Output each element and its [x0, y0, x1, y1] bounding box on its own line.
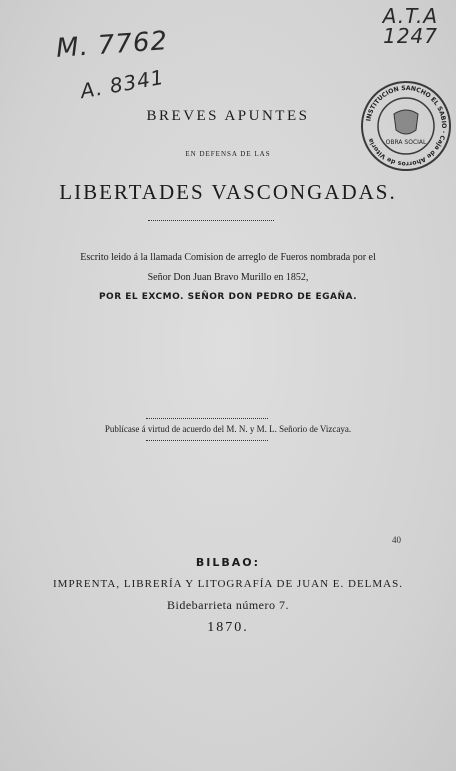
imprint-year: 1870. — [207, 620, 249, 635]
imprint-printer: IMPRENTA, LIBRERÍA Y LITOGRAFÍA DE JUAN E. DELMAS. — [53, 578, 403, 590]
imprint-city: BILBAO: — [195, 556, 261, 569]
handwritten-shelf-code: A.T.A — [382, 4, 438, 28]
handwritten-shelf-mark — [348, 6, 438, 46]
title-line-1: BREVES APUNTES — [146, 108, 310, 124]
divider — [146, 440, 268, 441]
body-line-2: Señor Don Juan Bravo Murillo en 1852, — [147, 272, 309, 283]
stamp-center-text: OBRA SOCIAL — [385, 139, 427, 146]
handwritten-call-number: M. 7762 — [55, 26, 170, 64]
shelfmark-label: 40 — [392, 535, 401, 545]
stamp-ring-text: INSTITUCION SANCHO EL SABIO · Caja de Ahorros de Vitoria — [365, 84, 448, 168]
publication-notice: Publícase á virtud de acuerdo del M. N. y M. L. Señorio de Vizcaya. — [104, 424, 352, 434]
imprint-address: Bidebarrieta número 7. — [167, 598, 289, 612]
handwritten-accession-number: A. 8341 — [78, 64, 167, 104]
divider — [148, 220, 274, 221]
divider — [146, 418, 268, 419]
title-line-2: EN DEFENSA DE LAS — [185, 150, 271, 158]
author-line: POR EL EXCMO. SEÑOR DON PEDRO DE EGAÑA. — [98, 292, 358, 302]
library-stamp-icon — [358, 78, 454, 174]
handwritten-shelf-number: 1247 — [383, 24, 438, 48]
main-title: LIBERTADES VASCONGADAS. — [59, 180, 397, 204]
body-line-1: Escrito leido á la llamada Comision de arreglo de Fueros nombrada por el — [80, 252, 376, 263]
